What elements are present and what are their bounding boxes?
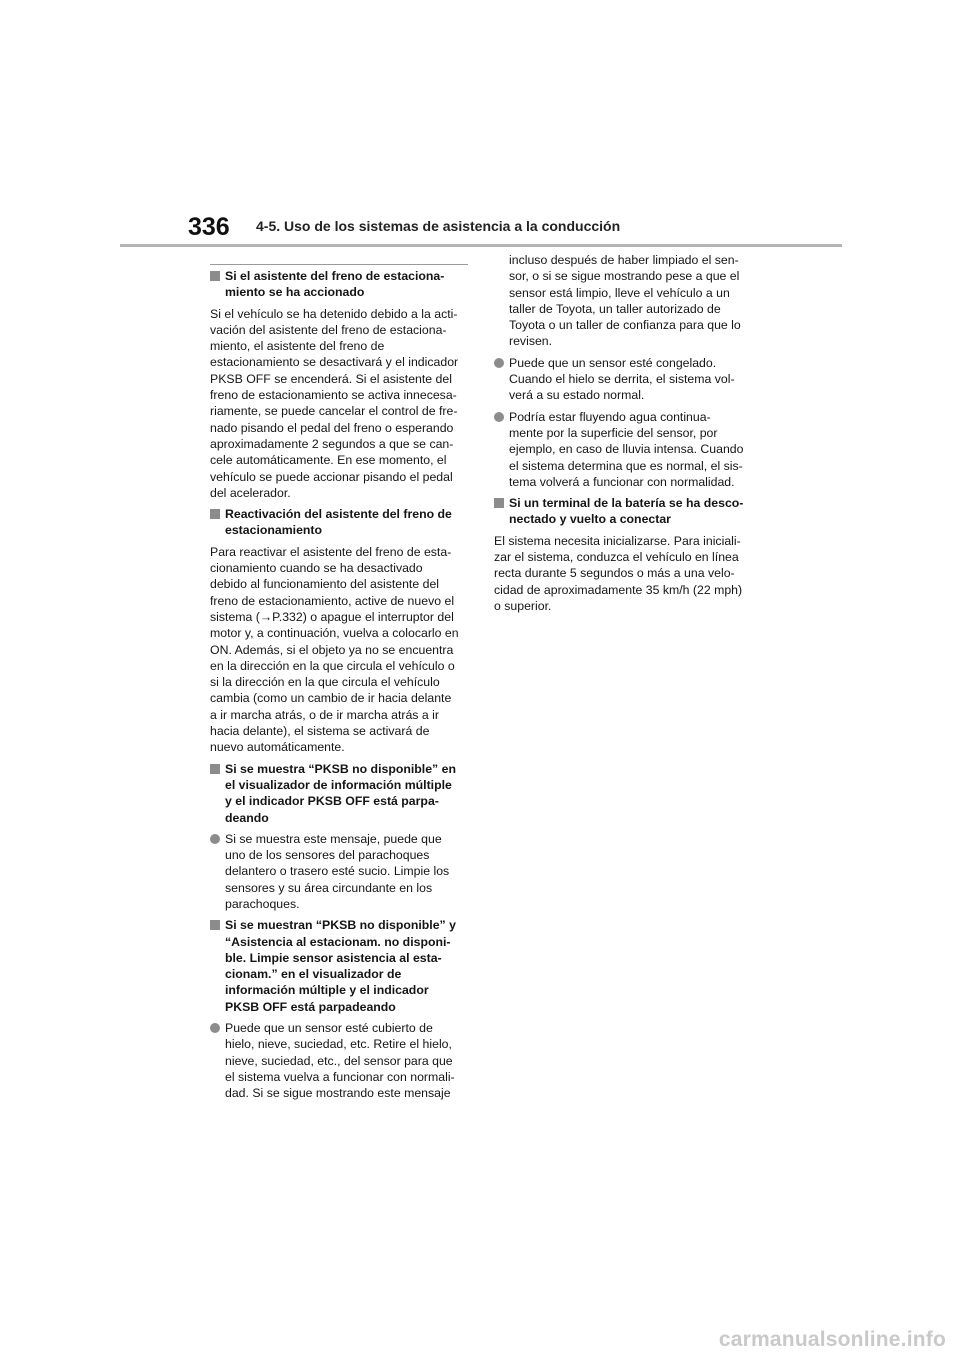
- text-line: nieve, suciedad, etc., del sensor para que: [225, 1053, 453, 1068]
- bullet-dirty-sensor: [210, 831, 472, 912]
- text-line: freno de estacionamiento, active de nuevo el: [210, 593, 455, 608]
- section-title: 4-5. Uso de los sistemas de asistencia a la conducción: [256, 218, 621, 234]
- text-line: cionamiento cuando se ha desactivado: [210, 561, 423, 576]
- text-line: dad. Si se sigue mostrando este mensaje: [225, 1086, 451, 1101]
- text-line: uno de los sensores del parachoques: [225, 848, 430, 863]
- circle-icon: [210, 834, 220, 844]
- circle-icon: [210, 1023, 220, 1033]
- text-line: Puede que un sensor esté cubierto de: [225, 1021, 433, 1036]
- text-line: miento, el asistente del freno de: [210, 339, 385, 354]
- heading-line: deando: [225, 810, 269, 825]
- text-line: Para reactivar el asistente del freno de esta-: [210, 544, 452, 559]
- heading-line: miento se ha accionado: [225, 285, 365, 300]
- text-line: el sistema determina que es normal, el sis-: [509, 458, 743, 473]
- heading-line: estacionamiento: [225, 523, 323, 538]
- text-line: Si el vehículo se ha detenido debido a la acti-: [210, 306, 458, 321]
- square-icon: [210, 764, 220, 774]
- text-line: tema volverá a funcionar con normalidad.: [509, 474, 735, 489]
- heading-line: PKSB OFF está parpadeando: [225, 999, 396, 1014]
- heading-line: Si el asistente del freno de estaciona-: [225, 269, 445, 283]
- page-number: 336: [188, 213, 230, 241]
- text-line: Podría estar fluyendo agua continua-: [509, 409, 711, 424]
- text-line: Cuando el hielo se derrita, el sistema vol-: [509, 372, 735, 387]
- right-column: [494, 252, 756, 619]
- heading-line: Si se muestra “PKSB no disponible” en: [225, 761, 456, 776]
- heading-line: Si un terminal de la batería se ha desco-: [509, 496, 744, 511]
- text-line: cele automáticamente. En ese momento, el: [210, 453, 447, 468]
- column-top-rule: [210, 264, 468, 265]
- text-line: hielo, nieve, suciedad, etc. Retire el hielo,: [225, 1037, 452, 1052]
- heading-line: y el indicador PKSB OFF está parpa-: [225, 794, 439, 809]
- bullet-covered-sensor-continued: [494, 252, 756, 350]
- text-line: si la dirección en la que circula el vehículo: [210, 675, 440, 690]
- paragraph-battery-terminal: [494, 533, 756, 614]
- text-line: incluso después de haber limpiado el sen-: [509, 253, 739, 267]
- heading-line: Reactivación del asistente del freno de: [225, 507, 452, 522]
- heading-line: Si se muestran “PKSB no disponible” y: [225, 918, 456, 933]
- text-line: taller de Toyota, un taller autorizado de: [509, 301, 721, 316]
- text-line: revisen.: [509, 334, 553, 349]
- paragraph-reactivation: [210, 544, 472, 756]
- bullet-frozen-sensor: [494, 355, 756, 404]
- heading-parking-brake-activated: [210, 268, 472, 301]
- text-line: estacionamiento se desactivará y el indicador: [210, 355, 459, 370]
- heading-reactivation: [210, 506, 472, 539]
- text-line: motor y, a continuación, vuelva a colocarlo en: [210, 626, 459, 641]
- text-line: vehículo se puede accionar pisando el pedal: [210, 469, 453, 484]
- paragraph-parking-brake-activated: [210, 306, 472, 502]
- watermark: carmanualsonline.info: [718, 1328, 946, 1351]
- square-icon: [210, 271, 220, 281]
- heading-battery-terminal: [494, 495, 756, 528]
- text-line: zar el sistema, conduzca el vehículo en línea: [494, 550, 739, 565]
- heading-pksb-and-parking-assist-unavailable: [210, 917, 472, 1015]
- text-line: Puede que un sensor esté congelado.: [509, 355, 717, 370]
- heading-line: información múltiple y el indicador: [225, 983, 429, 998]
- text-line: riamente, se puede cancelar el control de fre-: [210, 404, 458, 419]
- bullet-water-on-sensor: [494, 409, 756, 490]
- text-line: sensores y su área circundante en los: [225, 880, 433, 895]
- heading-line: “Asistencia al estacionam. no disponi-: [225, 934, 451, 949]
- text-line: cambia (como un cambio de ir hacia delante: [210, 691, 452, 706]
- square-icon: [210, 920, 220, 930]
- text-line: en la dirección en la que circula el vehículo o: [210, 658, 455, 673]
- text-line: Toyota o un taller de confianza para que lo: [509, 318, 741, 333]
- text-line: cidad de aproximadamente 35 km/h (22 mph): [494, 582, 743, 597]
- text-line: freno de estacionamiento se activa innecesa-: [210, 388, 457, 403]
- text-line: a ir marcha atrás, o de ir marcha atrás a ir: [210, 707, 439, 722]
- circle-icon: [494, 358, 504, 368]
- heading-pksb-unavailable: [210, 761, 472, 826]
- left-column: [210, 268, 472, 1107]
- heading-line: ble. Limpie sensor asistencia al esta-: [225, 950, 442, 965]
- text-line: aproximadamente 2 segundos a que se can-: [210, 436, 454, 451]
- text-line: sensor está limpio, lleve el vehículo a un: [509, 285, 730, 300]
- heading-line: cionam.” en el visualizador de: [225, 967, 402, 982]
- text-line: mente por la superficie del sensor, por: [509, 425, 718, 440]
- text-line: delantero o trasero esté sucio. Limpie los: [225, 864, 450, 879]
- text-line: sor, o si se sigue mostrando pese a que el: [509, 269, 740, 284]
- text-line: recta durante 5 segundos o más a una velo-: [494, 566, 735, 581]
- text-line: debido al funcionamiento del asistente del: [210, 577, 440, 592]
- text-line: verá a su estado normal.: [509, 388, 645, 403]
- text-line: El sistema necesita inicializarse. Para iniciali-: [494, 533, 741, 548]
- bullet-covered-sensor: [210, 1020, 472, 1101]
- text-line: sistema (→P.332) o apague el interruptor del: [210, 609, 454, 624]
- text-line: parachoques.: [225, 896, 300, 911]
- square-icon: [494, 498, 504, 508]
- text-line: hacia delante), el sistema se activará de: [210, 724, 430, 739]
- square-icon: [210, 509, 220, 519]
- text-line: Si se muestra este mensaje, puede que: [225, 831, 442, 846]
- text-line: PKSB OFF se encenderá. Si el asistente del: [210, 371, 452, 386]
- text-line: nado pisando el pedal del freno o esperando: [210, 420, 454, 435]
- text-line: ON. Además, si el objeto ya no se encuentra: [210, 642, 454, 657]
- text-line: del acelerador.: [210, 485, 291, 500]
- circle-icon: [494, 412, 504, 422]
- text-line: nuevo automáticamente.: [210, 740, 345, 755]
- text-line: vación del asistente del freno de estaciona-: [210, 322, 447, 337]
- text-line: o superior.: [494, 598, 552, 613]
- text-line: ejemplo, en caso de lluvia intensa. Cuando: [509, 442, 744, 457]
- heading-line: el visualizador de información múltiple: [225, 777, 452, 792]
- heading-line: nectado y vuelto a conectar: [509, 512, 671, 527]
- text-line: el sistema vuelva a funcionar con normali-: [225, 1069, 455, 1084]
- header-rule: [120, 244, 842, 247]
